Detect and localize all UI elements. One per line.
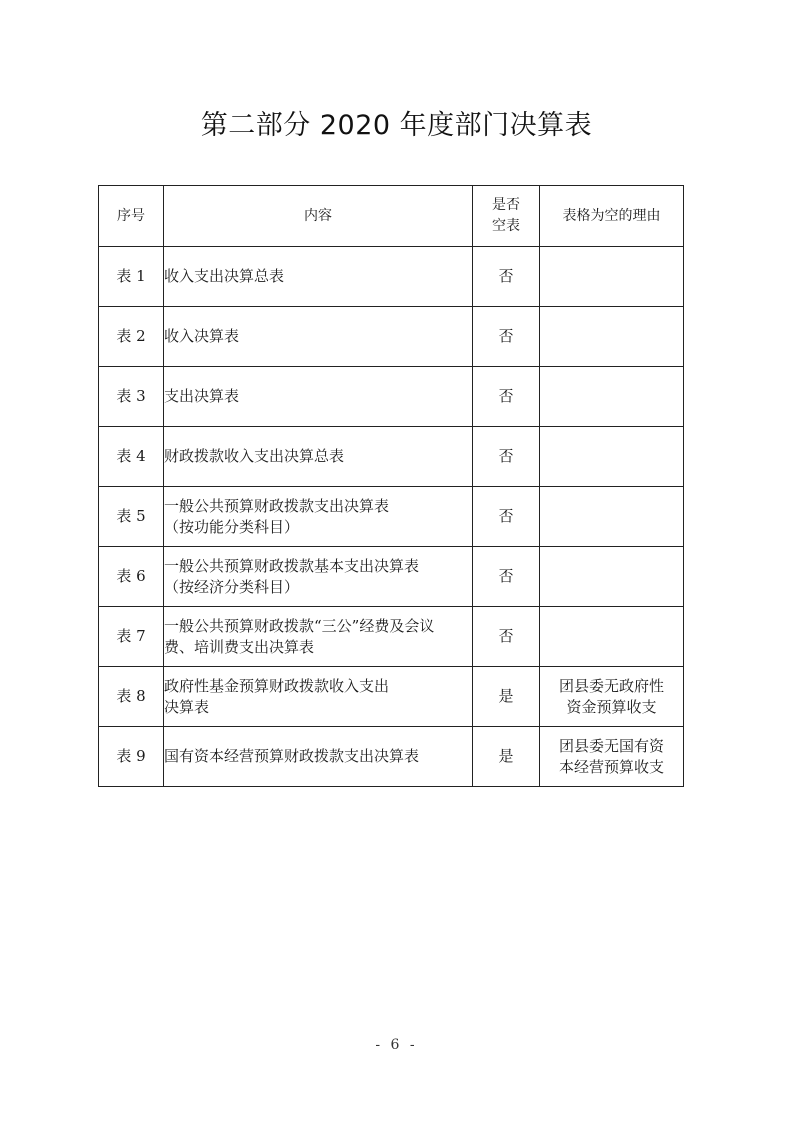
table-row [99,607,684,667]
row-content-line: 一般公共预算财政拨款支出决算表 [164,496,390,515]
row-content-line: 一般公共预算财政拨款“三公”经费及会议 [164,616,435,635]
table-body [99,247,684,787]
header-content: 内容 [164,186,473,247]
row-content-line: 费、培训费支出决算表 [164,637,315,656]
row-is-empty: 是 [473,727,540,787]
table-row [99,727,684,787]
row-content [164,247,473,307]
table-row [99,247,684,307]
row-serial-number: 表 2 [99,307,164,367]
row-empty-reason [540,727,684,787]
row-empty-reason-line: 团县委无政府性 [558,676,664,695]
page-title: 第二部分 2020 年度部门决算表 [200,110,593,141]
page-number: - 6 - [375,1037,418,1053]
row-content [164,487,473,547]
row-serial-number: 表 5 [99,487,164,547]
row-serial-number: 表 9 [99,727,164,787]
final-accounts-table [98,185,684,787]
row-content-line: （按经济分类科目） [164,577,300,596]
row-content-line: 国有资本经营预算财政拨款支出决算表 [164,747,420,765]
row-content [164,427,473,487]
row-content-line: 财政拨款收入支出决算总表 [164,447,345,465]
row-serial-number: 表 1 [99,247,164,307]
row-content-line: 决算表 [164,697,210,716]
row-serial-number: 表 4 [99,427,164,487]
header-serial-number: 序号 [99,186,164,247]
row-content [164,607,473,667]
row-content [164,667,473,727]
row-is-empty: 否 [473,367,540,427]
row-empty-reason [540,667,684,727]
row-empty-reason-line: 资金预算收支 [566,697,657,716]
row-content-line: 收入决算表 [164,327,240,345]
row-empty-reason [540,247,684,307]
table-row [99,307,684,367]
table-row [99,487,684,547]
row-empty-reason [540,487,684,547]
row-empty-reason-line: 本经营预算收支 [558,757,664,776]
row-serial-number: 表 3 [99,367,164,427]
table-row [99,667,684,727]
row-empty-reason [540,427,684,487]
row-empty-reason [540,307,684,367]
row-content-line: 收入支出决算总表 [164,267,285,285]
row-is-empty: 否 [473,607,540,667]
row-content-line: 政府性基金预算财政拨款收入支出 [164,676,390,695]
header-is-empty-line-2: 空表 [492,218,520,234]
row-empty-reason-line: 团县委无国有资 [558,736,664,755]
header-is-empty-line-1: 是否 [492,197,520,213]
table-header-row [99,186,684,247]
row-is-empty: 否 [473,547,540,607]
row-content-line: 一般公共预算财政拨款基本支出决算表 [164,556,420,575]
row-serial-number: 表 7 [99,607,164,667]
table-row [99,367,684,427]
row-is-empty: 否 [473,247,540,307]
header-empty-reason: 表格为空的理由 [540,186,684,247]
row-content-line: 支出决算表 [164,387,240,405]
table-row [99,427,684,487]
row-content-line: （按功能分类科目） [164,517,300,536]
table-row [99,547,684,607]
row-content [164,307,473,367]
row-is-empty: 否 [473,487,540,547]
row-empty-reason [540,547,684,607]
row-serial-number: 表 6 [99,547,164,607]
row-empty-reason [540,367,684,427]
row-is-empty: 否 [473,307,540,367]
row-content [164,727,473,787]
row-is-empty: 否 [473,427,540,487]
row-empty-reason [540,607,684,667]
row-content [164,367,473,427]
header-is-empty [473,186,540,247]
row-content [164,547,473,607]
row-serial-number: 表 8 [99,667,164,727]
row-is-empty: 是 [473,667,540,727]
